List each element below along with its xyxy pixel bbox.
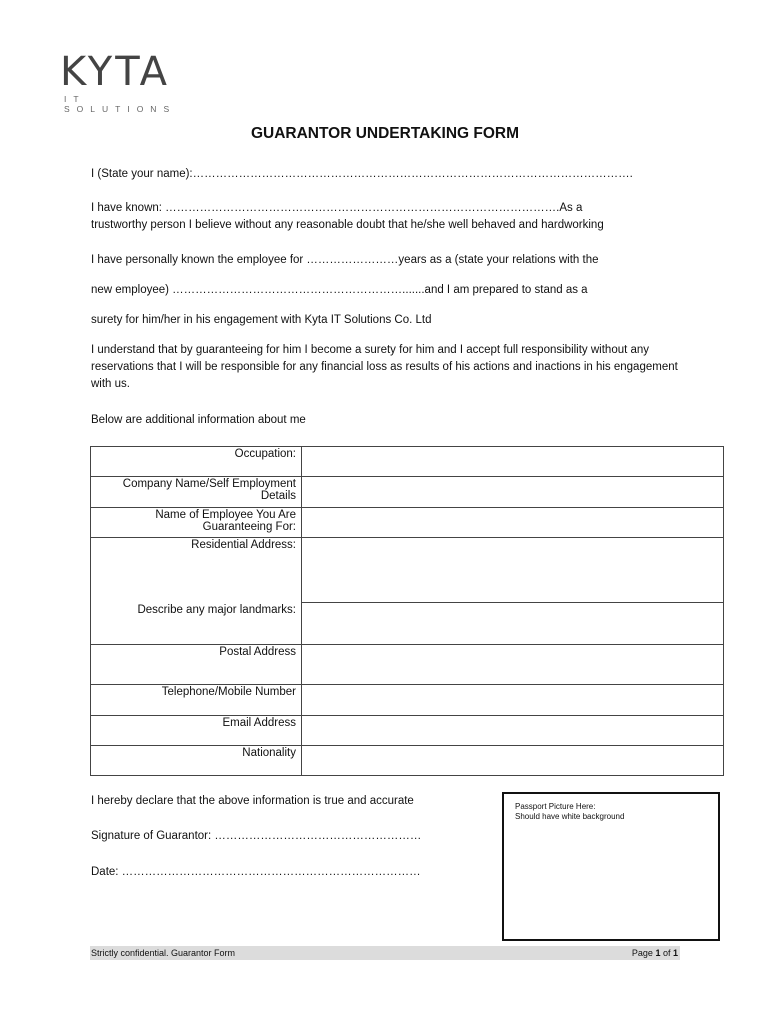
postal-address-field[interactable] (302, 645, 724, 685)
passport-line-1: Passport Picture Here: (515, 802, 596, 811)
guarantor-info-table (90, 446, 724, 776)
email-label: Email Address (91, 716, 302, 746)
postal-address-label: Postal Address (91, 645, 302, 685)
personally-known-line: I have personally known the employee for ……………………years as a (state your relations with the (91, 254, 599, 266)
landmarks-field[interactable] (302, 603, 723, 644)
page-current: 1 (655, 948, 661, 958)
employee-name-label: Name of Employee You Are Guaranteeing For: (91, 508, 302, 538)
company-field[interactable] (302, 477, 724, 508)
understand-paragraph: I understand that by guaranteeing for him I become a surety for him and I accept full responsibility without any reservations that I will be responsible for any financial loss as results of his actions and inactions in his engagement with us. (91, 344, 678, 390)
residential-address-cell (302, 538, 724, 645)
residential-address-label-cell (91, 538, 302, 645)
logo-wordmark: KYTA (60, 49, 170, 95)
name-line: I (State your name):……………………………………………………………………………………………………. (91, 168, 633, 180)
logo-tagline: IT SOLUTIONS (64, 94, 177, 114)
residential-address-field[interactable] (302, 538, 723, 603)
date-line[interactable]: Date: …………………………………………………………………… (91, 866, 421, 878)
telephone-label: Telephone/Mobile Number (91, 685, 302, 716)
page-total: 1 (672, 948, 678, 958)
new-employee-line: new employee) …………………………………………………….......and I am prepared to stand as a (91, 284, 588, 296)
company-label: Company Name/Self Employment Details (91, 477, 302, 508)
landmarks-label: Describe any major landmarks: (137, 604, 296, 616)
footer-page-number (632, 948, 678, 958)
passport-photo-instructions (515, 802, 718, 822)
occupation-label: Occupation: (91, 447, 302, 477)
page-word: Page (631, 948, 656, 958)
nationality-field[interactable] (302, 746, 724, 776)
known-line: I have known: ………………………………………………………………………………………….As a (91, 202, 583, 214)
signature-line[interactable]: Signature of Guarantor: ……………………………………………… (91, 830, 422, 842)
form-title: GUARANTOR UNDERTAKING FORM (250, 125, 520, 142)
passport-photo-box[interactable] (502, 792, 720, 941)
occupation-field[interactable] (302, 447, 724, 477)
email-field[interactable] (302, 716, 724, 746)
employee-name-field[interactable] (302, 508, 724, 538)
company-logo (60, 49, 190, 114)
additional-info-heading: Below are additional information about me (91, 414, 306, 426)
page-footer (90, 946, 680, 960)
telephone-field[interactable] (302, 685, 724, 716)
surety-line: surety for him/her in his engagement with Kyta IT Solutions Co. Ltd (91, 314, 432, 326)
nationality-label: Nationality (91, 746, 302, 776)
known-line-cont: trustworthy person I believe without any reasonable doubt that he/she well behaved and hardworking (91, 219, 604, 231)
residential-address-label: Residential Address: (191, 539, 296, 551)
declaration-line: I hereby declare that the above information is true and accurate (91, 795, 414, 807)
of-word: of (660, 948, 673, 958)
passport-line-2: Should have white background (515, 812, 625, 821)
footer-confidential-text: Strictly confidential. Guarantor Form (91, 948, 236, 958)
